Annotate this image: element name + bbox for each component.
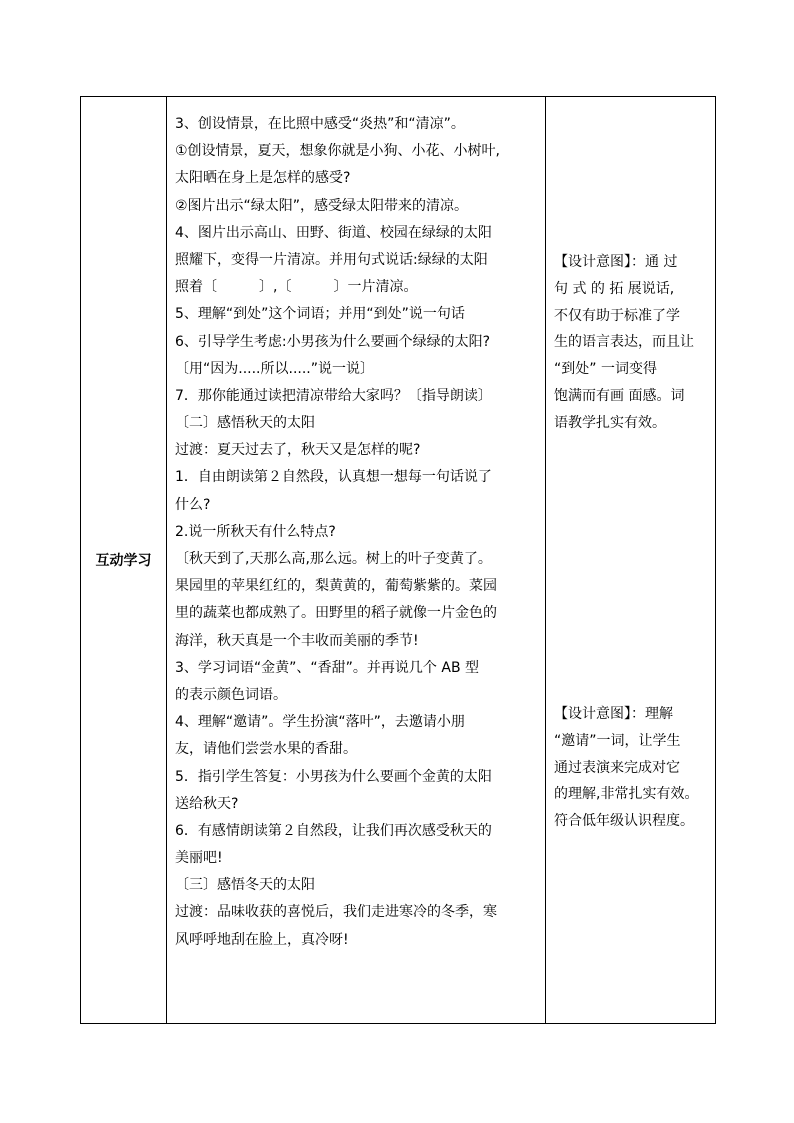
note-line: 语教学扎实有效。	[554, 414, 666, 431]
content-line: 5、理解“到处”这个词语；并用“到处”说一句话	[175, 306, 465, 323]
note-line: 句 式 的 拓 展说话,	[554, 280, 675, 297]
lesson-plan-table	[80, 96, 716, 1024]
content-line: 太阳晒在身上是怎样的感受?	[175, 170, 351, 187]
content-line: 照着〔 〕,〔 〕一片清凉。	[175, 279, 418, 296]
content-line: 美丽吧!	[175, 850, 223, 867]
content-line: 〔秋天到了,天那么高,那么远。树上的叶子变黄了。	[175, 551, 492, 567]
content-line: 过渡：品味收获的喜悦后，我们走进寒冷的冬季，寒	[175, 904, 497, 921]
content-line: 〔用“因为.....所以.....”说一说〕	[175, 360, 375, 377]
activity-content	[167, 97, 545, 954]
activity-content-cell	[167, 97, 546, 1024]
design-intent-area	[546, 97, 715, 1023]
design-intent-note	[546, 249, 700, 437]
content-line: 6．有感情朗读第２自然段，让我们再次感受秋天的	[175, 822, 492, 839]
note-line: 【设计意图】：理解	[554, 706, 673, 722]
content-line: 的表示颜色词语。	[175, 686, 287, 703]
content-line: 〔二〕感悟秋天的太阳	[175, 415, 315, 432]
content-line: ②图片出示“绿太阳”，感受绿太阳带来的清凉。	[175, 197, 469, 214]
note-line: 的理解,非常扎实有效。	[554, 786, 699, 803]
note-line: 不仅有助于标准了学	[554, 307, 680, 324]
design-intent-note	[546, 701, 704, 835]
content-line: 海洋，秋天真是一个丰收而美丽的季节!	[175, 632, 419, 649]
note-line: 生的语言表达，而且让	[554, 334, 694, 351]
content-line: 6、引导学生考虑:小男孩为什么要画个绿绿的太阳?	[175, 333, 491, 350]
content-line: ①创设情景，夏天，想象你就是小狗、小花、小树叶,	[175, 143, 500, 160]
content-line: 照耀下，变得一片清凉。并用句式说话:绿绿的太阳	[175, 251, 488, 268]
note-line: 通过表演来完成对它	[554, 759, 680, 776]
content-line: 过渡：夏天过去了，秋天又是怎样的呢?	[175, 442, 421, 459]
design-intent-cell	[546, 97, 716, 1024]
section-label: 互动学习	[95, 553, 152, 569]
content-line: 友，请他们尝尝水果的香甜。	[175, 741, 357, 758]
table-row	[81, 97, 716, 1024]
note-line: 符合低年级认识程度。	[554, 813, 694, 830]
content-line: 3、创设情景，在比照中感受“炎热”和“清凉”。	[175, 116, 465, 132]
content-line: 〔三〕感悟冬天的太阳	[175, 877, 315, 894]
content-line: 里的蔬菜也都成熟了。田野里的稻子就像一片金色的	[175, 605, 497, 622]
note-line: “到处” 一词变得	[554, 361, 657, 378]
content-line: 什么?	[175, 496, 211, 513]
content-line: 2.说一所秋天有什么特点?	[175, 523, 336, 540]
content-line: 果园里的苹果红红的，梨黄黄的，葡萄紫紫的。菜园	[175, 578, 497, 595]
content-line: 7．那你能通过读把清凉带给大家吗？〔指导朗读〕	[175, 387, 492, 404]
note-line: “邀请”一词，让学生	[554, 732, 681, 749]
content-line: 4、图片出示高山、田野、街道、校园在绿绿的太阳	[175, 224, 492, 241]
content-line: 1．自由朗读第２自然段，认真想一想每一句话说了	[175, 469, 492, 486]
note-line: 饱满而有画 面感。词	[554, 387, 685, 404]
content-line: 5．指引学生答复：小男孩为什么要画个金黄的太阳	[175, 768, 492, 785]
content-line: 送给秋天?	[175, 795, 239, 812]
content-line: 3、学习词语“金黄”、“香甜”。并再说几个 AB 型	[175, 659, 479, 676]
note-line: 【设计意图】：通 过	[554, 254, 678, 270]
content-line: 4、理解“邀请”。学生扮演“落叶”，去邀请小朋	[175, 714, 465, 731]
section-label-cell	[81, 97, 167, 1024]
content-line: 风呼呼地刮在脸上，真冷呀!	[175, 931, 349, 948]
